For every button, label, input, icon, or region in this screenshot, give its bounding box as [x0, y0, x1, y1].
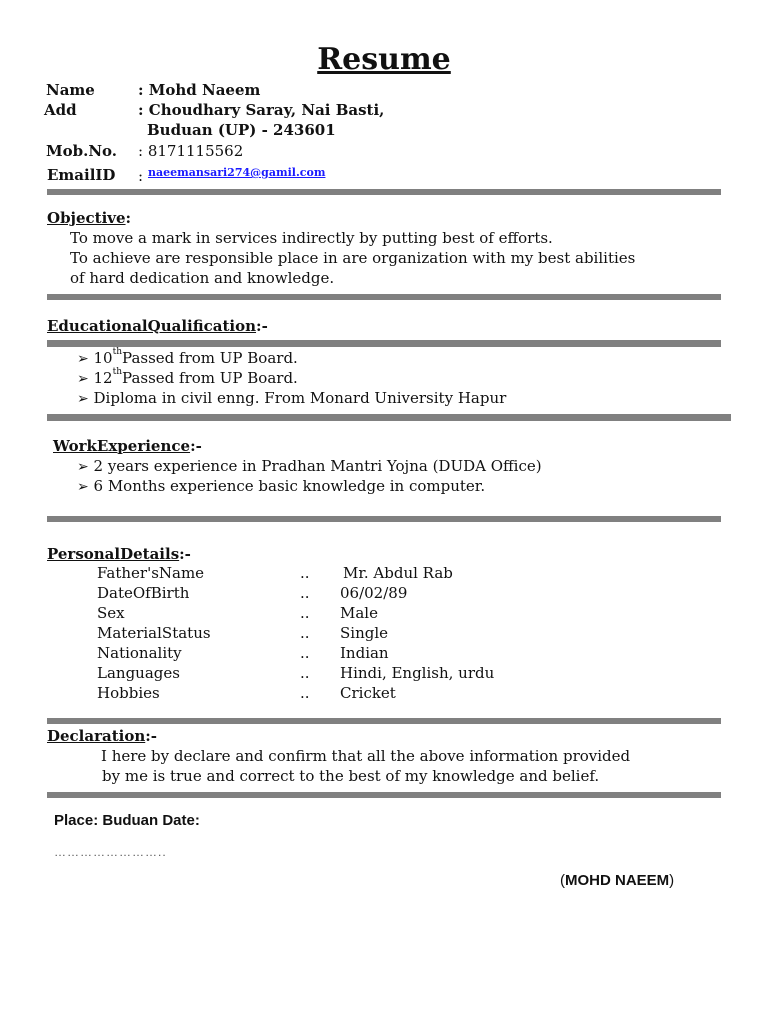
declaration-line-1: I here by declare and confirm that all the above information provided — [101, 747, 631, 765]
personal-separator: .. — [300, 564, 310, 582]
declaration-heading — [47, 727, 157, 745]
personal-label: MaterialStatus — [97, 624, 211, 642]
declaration-heading-suffix: :- — [145, 727, 158, 745]
divider — [47, 792, 721, 798]
declaration-heading-text: Declaration — [47, 727, 146, 745]
signature: (MOHD NAEEM) — [560, 872, 675, 889]
address-line-1: : Choudhary Saray, Nai Basti, — [138, 101, 385, 119]
work-heading-suffix: :- — [190, 437, 202, 455]
education-item-text: 10thPassed from UP Board. — [93, 347, 298, 367]
personal-value: Single — [340, 624, 389, 642]
mobile-value: : 8171115562 — [138, 142, 244, 160]
objective-heading-text: Objective — [47, 209, 126, 227]
personal-label: Languages — [97, 664, 180, 682]
objective-line-2: To achieve are responsible place in are organization with my best abilities — [70, 249, 636, 267]
education-item-1 — [77, 349, 298, 367]
personal-value: Cricket — [340, 684, 396, 702]
work-heading — [53, 437, 202, 455]
education-heading-text: EducationalQualification — [47, 317, 257, 335]
page-title: Resume — [317, 42, 451, 77]
education-item-3 — [77, 389, 506, 407]
work-heading-text: WorkExperience — [53, 437, 191, 455]
personal-label: DateOfBirth — [97, 584, 190, 602]
email-colon: : — [138, 167, 144, 185]
address-label: Add — [44, 101, 77, 119]
personal-separator: .. — [300, 624, 310, 642]
name-label: Name — [46, 81, 95, 99]
work-item-1 — [77, 457, 542, 475]
personal-value: Mr. Abdul Rab — [343, 564, 453, 582]
place-date: Place: Buduan Date: — [54, 812, 200, 829]
personal-heading-text: PersonalDetails — [47, 545, 180, 563]
personal-value: Indian — [340, 644, 389, 662]
objective-heading-suffix: : — [125, 209, 132, 227]
divider — [47, 189, 721, 195]
date-blank: …………………….. — [54, 845, 167, 859]
work-item-text: 6 Months experience basic knowledge in computer. — [93, 477, 486, 495]
personal-heading-suffix: :- — [179, 545, 191, 563]
name-value: : Mohd Naeem — [138, 81, 261, 99]
arrow-bullet-icon: ➢ — [77, 371, 89, 387]
email-link[interactable]: naeemansari274@gamil.com — [148, 166, 326, 179]
personal-separator: .. — [300, 644, 310, 662]
divider — [47, 516, 721, 522]
work-item-2 — [77, 477, 485, 495]
address-line-2: Buduan (UP) - 243601 — [147, 121, 336, 139]
personal-heading — [47, 545, 191, 563]
personal-value: Male — [340, 604, 378, 622]
work-item-text: 2 years experience in Pradhan Mantri Yojna (DUDA Office) — [93, 457, 542, 475]
personal-value: 06/02/89 — [340, 584, 408, 602]
objective-line-3: of hard dedication and knowledge. — [70, 269, 335, 287]
personal-label: Hobbies — [97, 684, 160, 702]
education-heading — [47, 317, 268, 335]
personal-separator: .. — [300, 684, 310, 702]
personal-label: Sex — [97, 604, 125, 622]
objective-heading — [47, 209, 131, 227]
divider — [47, 718, 721, 724]
education-heading-suffix: :- — [256, 317, 268, 335]
declaration-line-2: by me is true and correct to the best of my knowledge and belief. — [102, 767, 600, 785]
personal-label: Nationality — [97, 644, 182, 662]
personal-separator: .. — [300, 584, 310, 602]
education-item-text: 12thPassed from UP Board. — [93, 367, 298, 387]
education-item-text: Diploma in civil enng. From Monard University Hapur — [93, 389, 507, 407]
divider — [47, 340, 721, 347]
personal-label: Father'sName — [97, 564, 205, 582]
personal-separator: .. — [300, 664, 310, 682]
divider — [47, 414, 731, 421]
personal-separator: .. — [300, 604, 310, 622]
arrow-bullet-icon: ➢ — [77, 391, 89, 407]
arrow-bullet-icon: ➢ — [77, 479, 89, 495]
objective-line-1: To move a mark in services indirectly by putting best of efforts. — [70, 229, 553, 247]
arrow-bullet-icon: ➢ — [77, 351, 89, 367]
arrow-bullet-icon: ➢ — [77, 459, 89, 475]
divider — [47, 294, 721, 300]
mobile-label: Mob.No. — [46, 142, 117, 160]
email-label: EmailID — [47, 166, 116, 184]
personal-value: Hindi, English, urdu — [340, 664, 495, 682]
signature-name: MOHD NAEEM — [565, 872, 670, 889]
education-item-2 — [77, 369, 298, 387]
